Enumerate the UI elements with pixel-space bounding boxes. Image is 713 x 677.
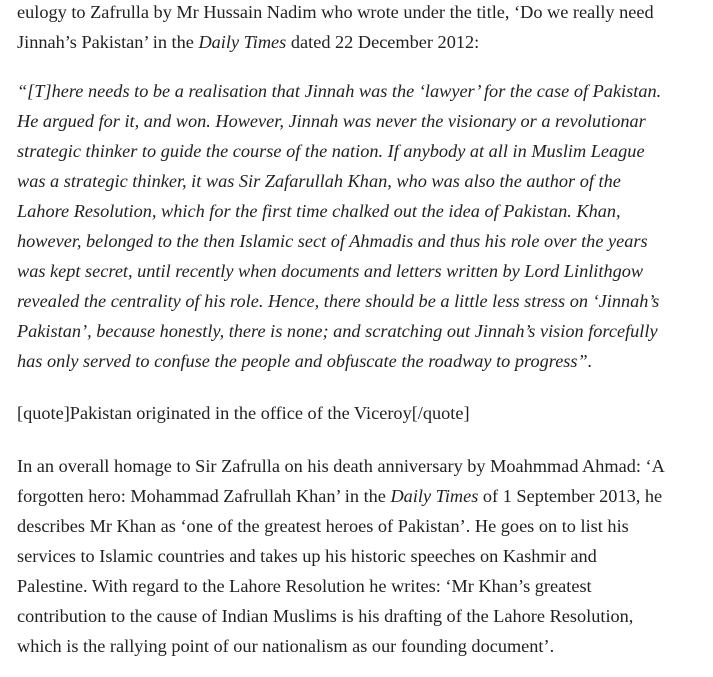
paragraph-line: In an overall homage to Sir Zafrulla on his death anniversary by Moahmmad Ahmad: ‘A	[17, 456, 665, 476]
paragraph-line: describes Mr Khan as ‘one of the greatest heroes of Pakistan’. He goes on to list his	[17, 516, 629, 536]
paragraph-line: which is the rallying point of our nationalism as our founding document’.	[17, 636, 555, 656]
line-text: of 1 September 2013, he	[478, 486, 663, 506]
paragraph-line: eulogy to Zafrulla by Mr Hussain Nadim who wrote under the title, ‘Do we really need	[17, 2, 654, 22]
quote-line: He argued for it, and won. However, Jinnah was never the visionary or a revolutionar	[17, 111, 646, 131]
quote-line: has only served to confuse the people and obfuscate the roadway to progress”.	[17, 351, 593, 371]
line-text: forgotten hero: Mohammad Zafrullah Khan’ in the	[17, 486, 391, 506]
quote-line: strategic thinker to guide the course of the nation. If anybody at all in Muslim League	[17, 141, 645, 161]
block-quote	[17, 76, 661, 376]
quote-line: “[T]here needs to be a realisation that Jinnah was the ‘lawyer’ for the case of Pakistan.	[17, 81, 662, 101]
paragraph-line: services to Islamic countries and takes up his historic speeches on Kashmir and	[17, 546, 597, 566]
quote-line: was kept secret, until recently when documents and letters written by Lord Linlithgow	[17, 261, 644, 281]
line-text: dated 22 December 2012:	[286, 32, 480, 52]
quote-line: however, belonged to the then Islamic sect of Ahmadis and thus his role over the years	[17, 231, 648, 251]
quote-line: was a strategic thinker, it was Sir Zafarullah Khan, who was also the author of the	[17, 171, 621, 191]
pull-quote-paragraph	[17, 398, 470, 428]
quote-line: Lahore Resolution, which for the first time chalked out the idea of Pakistan. Khan,	[17, 201, 621, 221]
paragraph-line	[17, 27, 654, 57]
intro-paragraph	[17, 0, 654, 57]
paragraph-line: Palestine. With regard to the Lahore Resolution he writes: ‘Mr Khan’s greatest	[17, 576, 592, 596]
quote-line: Pakistan’, because honestly, there is none; and scratching out Jinnah’s vision forcefully	[17, 321, 658, 341]
quote-line: revealed the centrality of his role. Hence, there should be a little less stress on ‘Jinnah’s	[17, 291, 660, 311]
line-text: Jinnah’s Pakistan’ in the	[17, 32, 199, 52]
paragraph-line: [quote]Pakistan originated in the office of the Viceroy[/quote]	[17, 403, 470, 423]
homage-paragraph	[17, 451, 665, 661]
paragraph-line: contribution to the cause of Indian Muslims is his drafting of the Lahore Resolution,	[17, 606, 634, 626]
publication-name: Daily Times	[198, 32, 287, 52]
publication-name: Daily Times	[390, 486, 479, 506]
paragraph-line	[17, 481, 665, 511]
